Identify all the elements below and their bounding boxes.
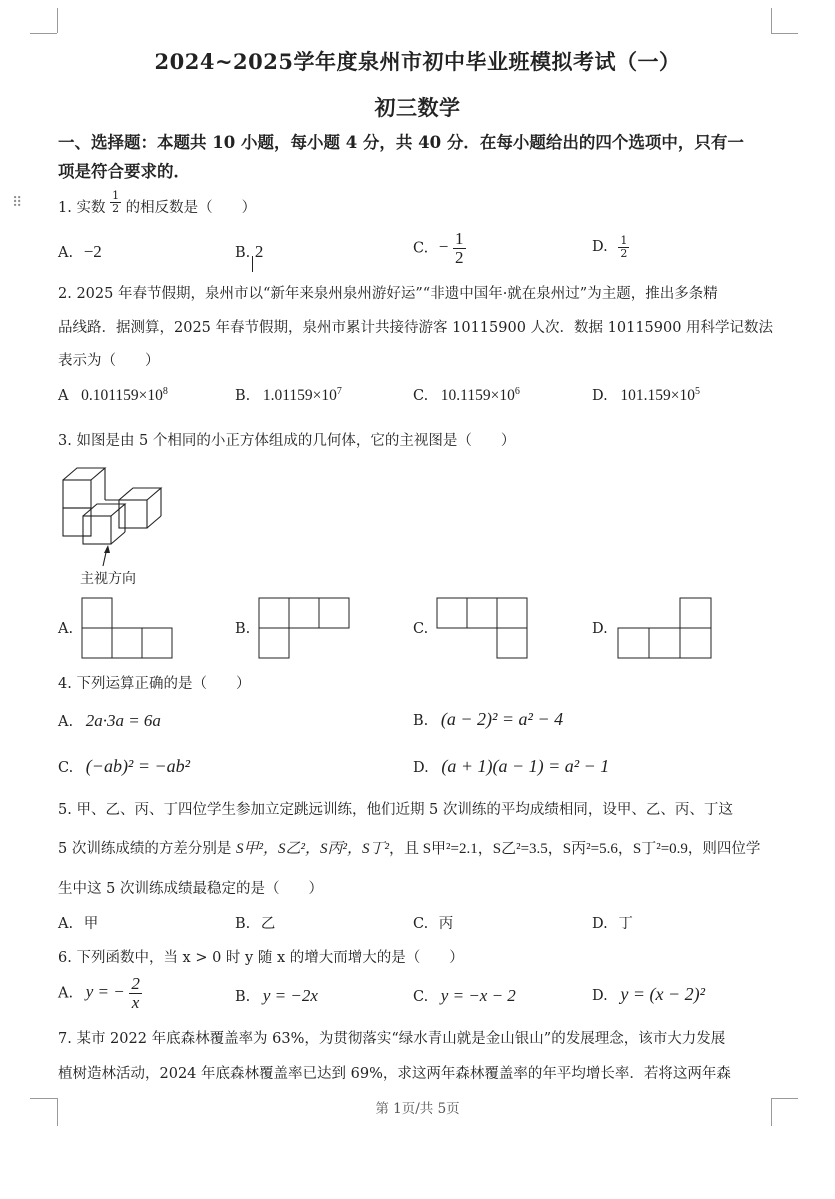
question-5-line3: 生中这 5 次训练成绩最稳定的是（ ） [58,881,323,897]
q6-option-d[interactable] [592,984,705,1005]
q1-frac-den: 2 [112,201,120,215]
question-5-line1: 5. 甲、乙、丙、丁四位学生参加立定跳远训练，他们近期 5 次训练的平均成绩相同，设甲、乙、丙、丁这 [58,802,733,818]
frac-den: 2 [455,247,464,267]
crop-mark-top-right-v [771,8,772,33]
q2-option-a[interactable] [58,386,168,405]
crop-mark-top-right-h [771,33,798,34]
crop-mark-top-left-v [57,8,58,33]
option-label: B. [235,245,251,261]
drag-handle-icon[interactable]: ⠿ [12,195,21,211]
option-label: A. [58,714,74,730]
q2-option-c[interactable] [413,386,520,405]
option-expr: (−ab)² = −ab² [85,756,191,776]
option-label: D. [413,760,429,776]
option-label: B. [235,916,251,932]
question-6: 6. 下列函数中，当 x > 0 时 y 随 x 的增大而增大的是（ ） [58,950,464,966]
option-exp: 7 [336,386,342,397]
q5-variance-values: ，且 S甲²=2.1，S乙²=3.5，S丙²=5.6，S丁²=0.9 [388,841,688,857]
text-cursor [252,256,253,272]
q5-option-b[interactable] [235,912,275,933]
q6-option-c[interactable] [413,986,516,1006]
option-value [441,387,520,404]
option-label: D. [592,988,608,1004]
q3-option-a-view[interactable] [81,597,175,659]
question-1 [58,189,257,220]
q3-option-c-view[interactable] [436,597,530,659]
q1-d-fraction [618,235,629,259]
q1-option-a[interactable] [58,242,102,262]
q5-option-d[interactable] [592,912,633,933]
frac-num: 1 [620,234,628,247]
option-label: B. [413,713,429,729]
q1-option-c[interactable] [413,230,466,267]
q2-option-d[interactable] [592,386,700,405]
q2-option-b[interactable] [235,386,342,405]
option-base: 101.159×10 [620,387,695,405]
option-label: D. [592,239,608,256]
q4-option-c[interactable] [58,756,190,777]
option-base: 0.101159×10 [81,387,163,405]
option-label: A [58,388,69,405]
option-label: D. [592,916,608,932]
option-expr: (a + 1)(a − 1) = a² − 1 [441,756,610,776]
option-value: −2 [83,242,102,261]
question-7-line2: 植树造林活动，2024 年底森林覆盖率已达到 69%，求这两年森林覆盖率的年平均增长率．若将这两年森 [58,1066,731,1082]
q5-line2-prefix: 5 次训练成绩的方差分别是 [58,841,232,857]
option-label: C. [58,760,74,776]
q3-option-b-label[interactable]: B. [235,621,251,637]
question-7-line1: 7. 某市 2022 年底森林覆盖率为 63%，为贯彻落实“绿水青山就是金山银山”的发展理念，该市大力发展 [58,1031,726,1047]
option-label: A. [58,916,74,932]
q3-option-d-view[interactable] [616,597,714,659]
option-label: A. [58,245,74,261]
q6-option-b[interactable] [235,986,318,1006]
option-expr: (a − 2)² = a² − 4 [440,709,564,729]
q1-prefix: 1. 实数 [58,200,106,217]
option-expr: y = (x − 2)² [620,984,705,1004]
exam-subject: 初三数学 [374,95,461,120]
section-heading-line1: 一、选择题：本题共 10 小题，每小题 4 分，共 40 分．在每小题给出的四个选项中，只有一 [58,133,744,152]
q5-option-c[interactable] [413,912,453,933]
option-expr: 2a·3a = 6a [85,711,161,730]
option-label: C. [413,916,429,932]
question-2-line2: 品线路．据测算，2025 年春节假期，泉州市累计共接待游客 10115900 人次．数据 10115900 用科学记数法 [58,320,774,336]
option-label: B. [235,388,251,405]
option-value: 甲 [83,916,99,932]
frac-den: 2 [620,246,628,260]
option-value: 丁 [618,916,633,932]
q6-a-fraction [129,975,142,1012]
question-2-line3: 表示为（ ） [58,353,160,369]
view-direction-label: 主视方向 [80,571,136,587]
option-exp: 5 [694,386,700,397]
q1-fraction [110,190,121,214]
question-4: 4. 下列运算正确的是（ ） [58,676,251,692]
q5-variance-vars: S甲²，S乙²，S丙²，S丁² [235,841,389,857]
q1-option-b[interactable] [235,242,263,262]
option-value [81,387,168,404]
option-value: 2 [254,242,264,261]
option-value: 乙 [260,916,276,932]
cube-figure [55,462,175,567]
q3-option-a-label[interactable]: A. [58,621,74,637]
q1-suffix: 的相反数是（ ） [125,200,257,217]
option-base: 10.1159×10 [440,387,515,405]
option-label: B. [235,989,251,1005]
option-exp: 8 [162,386,168,397]
question-5-line2 [58,837,760,858]
option-sign: − [438,237,449,257]
option-label: C. [413,989,429,1005]
option-base: 1.01159×10 [262,387,337,405]
q4-option-a[interactable] [58,711,161,731]
q6-option-a[interactable] [58,975,142,1012]
option-expr: y = −x − 2 [440,986,516,1005]
q1-frac-num: 1 [112,189,120,202]
exam-title: 2024~2025学年度泉州市初中毕业班模拟考试（一） [154,49,681,74]
q1-option-d[interactable] [592,235,629,259]
q3-option-c-label[interactable]: C. [413,621,429,637]
q3-option-b-view[interactable] [258,597,352,659]
question-3: 3. 如图是由 5 个相同的小正方体组成的几何体，它的主视图是（ ） [58,433,516,449]
q4-option-d[interactable] [413,756,609,777]
frac-num: 2 [131,974,140,993]
option-label: A. [58,985,74,1002]
frac-num: 1 [455,229,464,248]
q4-option-b[interactable] [413,709,563,730]
q5-line2-suffix: ，则四位学 [687,841,761,857]
option-value [620,387,700,404]
page-number: 第 1页/共 5页 [375,1101,460,1117]
q3-option-d-label[interactable]: D. [592,621,608,637]
section-heading-line2: 项是符合要求的． [58,162,190,181]
q1-c-fraction [453,230,466,267]
option-label: C. [413,240,429,257]
q5-option-a[interactable] [58,912,98,933]
crop-mark-top-left-h [30,33,57,34]
frac-den: x [131,992,140,1012]
option-expr: y = −2x [262,986,318,1005]
option-label: C. [413,388,429,405]
option-exp: 6 [514,386,520,397]
option-label: D. [592,388,608,405]
option-value: 丙 [438,916,454,932]
option-lhs: y = − [85,982,125,1002]
question-2-line1: 2. 2025 年春节假期，泉州市以“新年来泉州泉州游好运”“非遗中国年·就在泉州过”为主题，推出多条精 [58,286,718,302]
option-value [263,387,342,404]
section-heading [58,128,778,186]
